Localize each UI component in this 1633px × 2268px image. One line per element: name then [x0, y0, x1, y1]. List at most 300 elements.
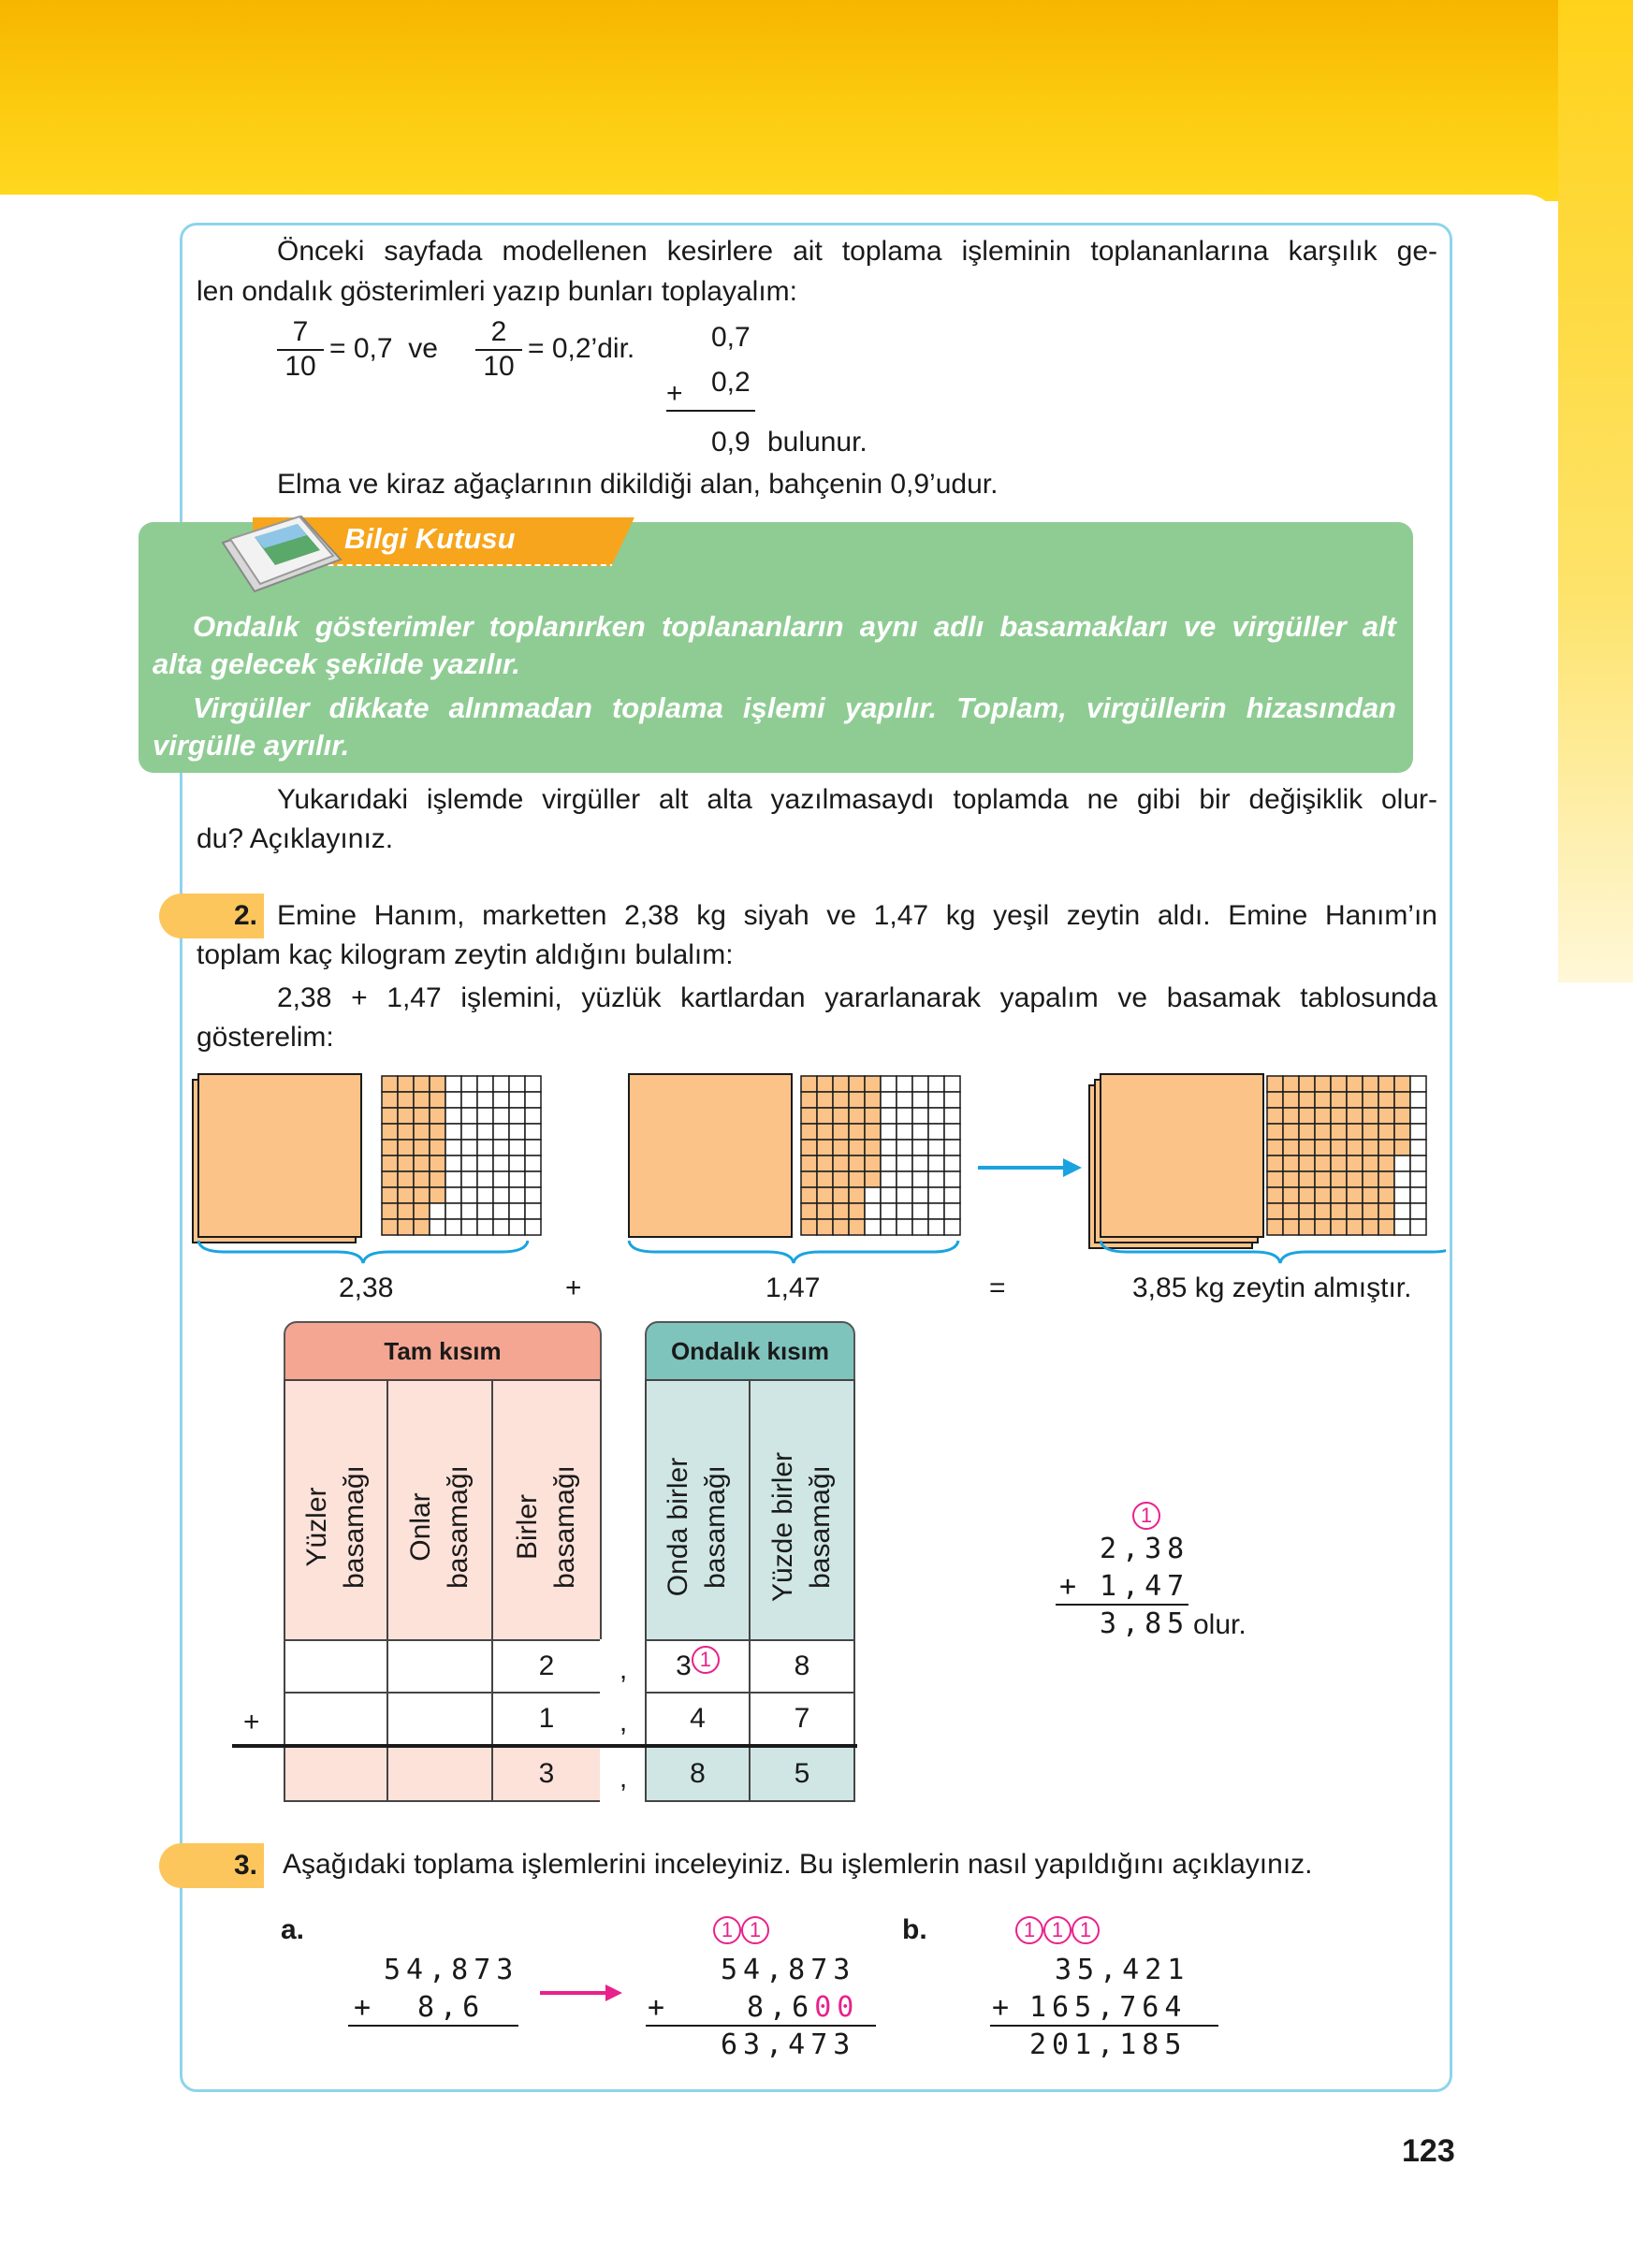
- a-right-line: [646, 2025, 876, 2027]
- hundredth-cell: [1347, 1156, 1363, 1171]
- hundredth-cell: [1315, 1187, 1331, 1203]
- hundredth-cell: [382, 1156, 398, 1171]
- hundredth-cell: [801, 1156, 817, 1171]
- hundredth-cell: [881, 1219, 897, 1235]
- hundredth-cell: [414, 1203, 430, 1219]
- fraction-2-10: [475, 318, 522, 381]
- hundredth-cell: [414, 1108, 430, 1124]
- hundredth-cell: [1299, 1219, 1315, 1235]
- hundredth-cell: [1394, 1219, 1410, 1235]
- hundredth-cell: [1331, 1076, 1347, 1092]
- hundredth-cell: [509, 1203, 525, 1219]
- table-comma: ,: [600, 1746, 647, 1802]
- hundredth-cell: [881, 1076, 897, 1092]
- hundredth-cell: [865, 1203, 881, 1219]
- hundredth-cell: [430, 1108, 445, 1124]
- hundredth-cell: [445, 1187, 461, 1203]
- hundredth-cell: [817, 1092, 833, 1108]
- side-sum-top: 2,38: [1100, 1533, 1190, 1565]
- side-sum-plus: +: [1059, 1570, 1083, 1603]
- book-icon: [217, 505, 348, 599]
- table-comma: ,: [600, 1639, 647, 1694]
- hundredth-cell: [1315, 1108, 1331, 1124]
- table-cell: [386, 1746, 493, 1802]
- page-number: 123: [1402, 2133, 1455, 2169]
- addition-bottom: 0,2: [711, 367, 751, 398]
- hundredth-cell: [1283, 1124, 1299, 1140]
- hundredth-cell: [509, 1171, 525, 1187]
- hundredth-cell: [430, 1076, 445, 1092]
- hundredth-cell: [525, 1092, 541, 1108]
- hundredth-cell: [1299, 1203, 1315, 1219]
- hundredth-cell: [881, 1092, 897, 1108]
- hundredth-cell: [461, 1108, 477, 1124]
- hundredth-cell: [1283, 1076, 1299, 1092]
- hundredth-cell: [833, 1219, 849, 1235]
- hundredth-cell: [801, 1076, 817, 1092]
- question-line-1: Yukarıdaki işlemde virgüller alt alta yazılmasaydı toplamda ne gibi bir değişiklik olur-: [277, 784, 1437, 815]
- hundredth-cell: [912, 1076, 928, 1092]
- hundredth-cell: [398, 1219, 414, 1235]
- hundredth-cell: [1410, 1124, 1426, 1140]
- hundredth-cell: [1410, 1171, 1426, 1187]
- intro-line-2: len ondalık gösterimleri yazıp bunları toplayalım:: [197, 276, 797, 307]
- hundredth-cell: [833, 1124, 849, 1140]
- info-p2-line1: Virgüller dikkate alınmadan toplama işlemi yapılır. Toplam, virgüllerin hizasından: [193, 691, 1396, 724]
- hundredth-cell: [897, 1171, 912, 1187]
- hundredth-cell: [382, 1124, 398, 1140]
- hundredth-cell: [414, 1219, 430, 1235]
- hundredth-cell: [493, 1171, 509, 1187]
- hundredth-cell: [461, 1219, 477, 1235]
- hundredth-cell: [509, 1140, 525, 1156]
- side-sum-result: 3,85: [1100, 1607, 1190, 1640]
- carry-digit: 1: [1072, 1916, 1100, 1944]
- hundredth-cell: [382, 1219, 398, 1235]
- hundredth-cell: [493, 1108, 509, 1124]
- hundredth-cell: [398, 1203, 414, 1219]
- table-cell: [386, 1692, 493, 1746]
- a-left-line: [348, 2025, 518, 2027]
- hundredth-cell: [509, 1124, 525, 1140]
- whole-card: [629, 1074, 792, 1237]
- hundredth-cell: [1299, 1092, 1315, 1108]
- hundredth-cell: [477, 1124, 493, 1140]
- hundredth-cell: [461, 1203, 477, 1219]
- hundredth-cell: [1315, 1076, 1331, 1092]
- hundredth-cell: [833, 1140, 849, 1156]
- hundredth-cell: [833, 1187, 849, 1203]
- table-comma: ,: [600, 1692, 647, 1746]
- hundredth-cell: [1347, 1124, 1363, 1140]
- hundredth-cell: [881, 1187, 897, 1203]
- hundredth-cell: [912, 1219, 928, 1235]
- hundredth-cell: [1363, 1203, 1378, 1219]
- hundredth-cell: [881, 1203, 897, 1219]
- hundredth-cell: [897, 1203, 912, 1219]
- fraction-2-equals: = 0,2’dir.: [528, 333, 635, 364]
- hundredth-cell: [1363, 1187, 1378, 1203]
- tenths-label: Onda birler basamağı: [663, 1457, 731, 1597]
- hundredth-cell: [398, 1092, 414, 1108]
- hundredth-cell: [1267, 1219, 1283, 1235]
- hundredth-cell: [1331, 1092, 1347, 1108]
- hundredth-cell: [801, 1219, 817, 1235]
- hundredth-cell: [1299, 1156, 1315, 1171]
- hundredth-cell: [801, 1124, 817, 1140]
- b-bottom: 165,764: [1029, 1991, 1188, 2024]
- table-cell: 5: [749, 1746, 855, 1802]
- hundredth-cell: [477, 1092, 493, 1108]
- brace-icon: [198, 1241, 528, 1263]
- model-result: 3,85 kg zeytin almıştır.: [1132, 1272, 1412, 1303]
- hundredth-cell: [1410, 1140, 1426, 1156]
- hundredth-cell: [928, 1203, 944, 1219]
- addition-line: [666, 410, 755, 412]
- hundredth-cell: [430, 1219, 445, 1235]
- hundredth-cell: [509, 1092, 525, 1108]
- hundredth-cell: [461, 1156, 477, 1171]
- hundredth-cell: [912, 1092, 928, 1108]
- hundredth-cell: [414, 1156, 430, 1171]
- hundredth-cell: [912, 1171, 928, 1187]
- hundredth-cell: [817, 1156, 833, 1171]
- problem-3-text: Aşağıdaki toplama işlemlerini inceleyiniz. Bu işlemlerin nasıl yapıldığını açıklayınız.: [283, 1849, 1313, 1880]
- hundredth-cell: [445, 1219, 461, 1235]
- hundredth-cell: [1267, 1076, 1283, 1092]
- hundredth-cell: [1267, 1187, 1283, 1203]
- hundredth-cell: [865, 1076, 881, 1092]
- carry-digit: 1: [713, 1916, 741, 1944]
- brace-icon: [629, 1241, 958, 1263]
- hundredth-cell: [833, 1203, 849, 1219]
- hundredth-cell: [1299, 1124, 1315, 1140]
- whole-card: [198, 1074, 361, 1237]
- hundredth-cell: [1347, 1219, 1363, 1235]
- problem-2-line-3: 2,38 + 1,47 işlemini, yüzlük kartlardan yararlanarak yapalım ve basamak tablosunda: [277, 982, 1437, 1013]
- hundredth-cell: [928, 1156, 944, 1171]
- hundredth-cell: [1267, 1140, 1283, 1156]
- hundreds-label: Yüzler basamağı: [301, 1465, 370, 1589]
- hundredth-cell: [1315, 1124, 1331, 1140]
- hundredth-cell: [801, 1203, 817, 1219]
- hundredth-cell: [1331, 1219, 1347, 1235]
- hundredth-cell: [944, 1171, 960, 1187]
- hundredth-cell: [1378, 1076, 1394, 1092]
- table-cell: 1: [491, 1692, 602, 1746]
- tens-label: Onlar basamağı: [405, 1465, 474, 1589]
- hundredth-cell: [509, 1219, 525, 1235]
- hundredth-cell: [1283, 1108, 1299, 1124]
- hundredth-cell: [430, 1171, 445, 1187]
- a-carries: [713, 1916, 769, 1944]
- hundredth-cell: [430, 1203, 445, 1219]
- hundredth-cell: [1410, 1203, 1426, 1219]
- hundredth-cell: [477, 1156, 493, 1171]
- hundredth-cell: [1363, 1171, 1378, 1187]
- a-left-bottom: 8,6: [417, 1991, 486, 2024]
- hundredth-cell: [445, 1092, 461, 1108]
- decimal-part-header: Ondalık kısım: [645, 1321, 855, 1381]
- hundredth-cell: [817, 1219, 833, 1235]
- hundredth-cell: [398, 1156, 414, 1171]
- hundredth-cell: [849, 1108, 865, 1124]
- hundredth-cell: [849, 1092, 865, 1108]
- hundredth-cell: [849, 1140, 865, 1156]
- hundredth-cell: [849, 1219, 865, 1235]
- table-cell: 4: [645, 1692, 751, 1746]
- hundredth-cell: [445, 1076, 461, 1092]
- carry-digit: 1: [692, 1646, 720, 1674]
- hundredth-cell: [477, 1187, 493, 1203]
- hundredth-cell: [382, 1092, 398, 1108]
- hundredth-cell: [1363, 1124, 1378, 1140]
- model-plus: +: [565, 1272, 582, 1303]
- hundredth-cell: [897, 1108, 912, 1124]
- hundredth-cell: [817, 1203, 833, 1219]
- hundredth-cell: [897, 1092, 912, 1108]
- hundredth-cell: [881, 1124, 897, 1140]
- hundredth-cell: [1267, 1108, 1283, 1124]
- hundredth-cell: [897, 1140, 912, 1156]
- hundredth-cell: [912, 1108, 928, 1124]
- side-sum-suffix: olur.: [1193, 1609, 1247, 1640]
- table-cell: 7: [749, 1692, 855, 1746]
- hundredth-cell: [1410, 1092, 1426, 1108]
- hundredth-cell: [1347, 1108, 1363, 1124]
- hundredth-cell: [1378, 1219, 1394, 1235]
- hundredth-cell: [1299, 1140, 1315, 1156]
- hundredth-cell: [849, 1124, 865, 1140]
- sum-line: [232, 1744, 857, 1748]
- hundredth-cell: [849, 1203, 865, 1219]
- hundredth-cell: [897, 1156, 912, 1171]
- hundredth-cell: [414, 1140, 430, 1156]
- hundredth-cell: [1283, 1219, 1299, 1235]
- hundredth-cell: [525, 1124, 541, 1140]
- b-line: [990, 2025, 1218, 2027]
- fraction-numerator: 7: [277, 318, 324, 351]
- hundredth-cell: [382, 1108, 398, 1124]
- hundredth-cell: [493, 1219, 509, 1235]
- hundredth-cell: [398, 1187, 414, 1203]
- hundredth-cell: [382, 1171, 398, 1187]
- b-result: 201,185: [1029, 2028, 1188, 2061]
- hundredth-cell: [1267, 1092, 1283, 1108]
- fraction-1-equals: = 0,7 ve: [329, 333, 438, 364]
- hundredth-cell: [493, 1156, 509, 1171]
- hundredth-cell: [414, 1076, 430, 1092]
- hundredths-label: Yüzde birler basamağı: [767, 1451, 836, 1603]
- hundredth-cell: [398, 1140, 414, 1156]
- hundredth-cell: [1331, 1140, 1347, 1156]
- hundredth-cell: [477, 1203, 493, 1219]
- info-p1-line2: alta gelecek şekilde yazılır.: [153, 647, 520, 680]
- hundredth-cell: [833, 1076, 849, 1092]
- hundredth-cell: [445, 1140, 461, 1156]
- hundredth-cell: [801, 1140, 817, 1156]
- model-label-2: 1,47: [765, 1272, 821, 1303]
- hundredth-cell: [912, 1124, 928, 1140]
- hundredth-cell: [1283, 1187, 1299, 1203]
- hundredth-cell: [461, 1187, 477, 1203]
- fraction-numerator: 2: [475, 318, 522, 351]
- fraction-denominator: 10: [483, 351, 515, 382]
- hundredth-cell: [477, 1140, 493, 1156]
- part-a-label: a.: [281, 1914, 305, 1945]
- hundredth-cell: [1331, 1171, 1347, 1187]
- hundredth-cell: [801, 1187, 817, 1203]
- hundredth-cell: [912, 1187, 928, 1203]
- hundredth-cell: [1363, 1156, 1378, 1171]
- hundredth-cell: [430, 1124, 445, 1140]
- hundredth-cell: [493, 1140, 509, 1156]
- hundredth-cell: [382, 1140, 398, 1156]
- whole-card: [1101, 1074, 1263, 1237]
- hundredth-cell: [833, 1156, 849, 1171]
- hundredth-cell: [944, 1187, 960, 1203]
- hundredth-cell: [414, 1092, 430, 1108]
- side-band: [1558, 0, 1633, 982]
- hundredth-cell: [1363, 1076, 1378, 1092]
- hundredth-cell: [445, 1124, 461, 1140]
- hundredth-cell: [414, 1187, 430, 1203]
- hundredth-cell: [398, 1108, 414, 1124]
- hundredth-cell: [928, 1171, 944, 1187]
- intro-conclusion: Elma ve kiraz ağaçlarının dikildiği alan, bahçenin 0,9’udur.: [277, 469, 999, 500]
- hundredth-cell: [1394, 1203, 1410, 1219]
- hundredth-cell: [1315, 1092, 1331, 1108]
- hundredth-cell: [461, 1171, 477, 1187]
- hundredth-cell: [382, 1187, 398, 1203]
- hundredth-cell: [1299, 1171, 1315, 1187]
- hundredth-cell: [1315, 1140, 1331, 1156]
- hundredth-cell: [1347, 1187, 1363, 1203]
- hundredth-cell: [1394, 1076, 1410, 1092]
- hundredth-cell: [1394, 1124, 1410, 1140]
- hundredth-cell: [817, 1140, 833, 1156]
- hundredth-cell: [525, 1171, 541, 1187]
- arrow-right-icon: [538, 1982, 624, 2004]
- problem-2-number: 2.: [234, 900, 258, 931]
- hundredth-cell: [865, 1219, 881, 1235]
- hundredth-cell: [912, 1203, 928, 1219]
- addition-result: 0,9: [711, 427, 751, 458]
- hundredth-cell: [1299, 1108, 1315, 1124]
- hundredth-cell: [477, 1171, 493, 1187]
- hundredth-cell: [382, 1076, 398, 1092]
- hundredth-cell: [928, 1124, 944, 1140]
- carry-digit: 1: [1015, 1916, 1043, 1944]
- hundredth-cell: [1267, 1171, 1283, 1187]
- hundredth-cell: [525, 1076, 541, 1092]
- hundredth-cell: [493, 1092, 509, 1108]
- hundredth-cell: [1378, 1108, 1394, 1124]
- problem-2-line-1: Emine Hanım, marketten 2,38 kg siyah ve 1,47 kg yeşil zeytin aldı. Emine Hanım’ın: [277, 900, 1437, 931]
- carry-digit: 1: [1043, 1916, 1072, 1944]
- side-sum-bottom: 1,47: [1100, 1570, 1190, 1603]
- hundredth-cell: [817, 1171, 833, 1187]
- hundredth-cell: [849, 1187, 865, 1203]
- hundredth-cell: [1378, 1203, 1394, 1219]
- hundredth-cell: [493, 1203, 509, 1219]
- hundredth-cell: [414, 1171, 430, 1187]
- hundredth-cell: [1410, 1156, 1426, 1171]
- hundredth-cell: [1315, 1219, 1331, 1235]
- hundredth-cell: [445, 1171, 461, 1187]
- hundredth-cell: [944, 1108, 960, 1124]
- table-cell: [645, 1639, 751, 1694]
- hundredth-cell: [509, 1076, 525, 1092]
- hundredth-cell: [1394, 1156, 1410, 1171]
- hundredth-cell: [1347, 1140, 1363, 1156]
- hundredth-cell: [1331, 1108, 1347, 1124]
- hundredth-cell: [1394, 1171, 1410, 1187]
- a-left-top: 54,873: [384, 1954, 519, 1986]
- question-line-2: du? Açıklayınız.: [197, 823, 394, 854]
- hundredth-cell: [944, 1203, 960, 1219]
- hundredth-cell: [833, 1108, 849, 1124]
- hundredth-cell: [1347, 1092, 1363, 1108]
- hundredth-cell: [944, 1140, 960, 1156]
- hundredth-cell: [897, 1124, 912, 1140]
- hundredth-cell: [1378, 1156, 1394, 1171]
- hundredth-cell: [833, 1171, 849, 1187]
- hundredth-cell: [1331, 1156, 1347, 1171]
- hundredth-cell: [430, 1187, 445, 1203]
- hundredth-cell: [1394, 1108, 1410, 1124]
- hundredth-cell: [1267, 1203, 1283, 1219]
- hundredth-cell: [1283, 1156, 1299, 1171]
- hundredth-cell: [525, 1156, 541, 1171]
- hundredth-cell: [509, 1187, 525, 1203]
- hundredth-cell: [1363, 1219, 1378, 1235]
- hundredth-cell: [1331, 1124, 1347, 1140]
- a-right-result: 63,473: [721, 2028, 856, 2061]
- hundredth-cell: [928, 1108, 944, 1124]
- hundredth-cell: [928, 1187, 944, 1203]
- hundredth-cell: [525, 1203, 541, 1219]
- hundredth-cell: [865, 1140, 881, 1156]
- a-right-top: 54,873: [721, 1954, 856, 1986]
- hundredth-cell: [817, 1076, 833, 1092]
- hundredth-cell: [509, 1156, 525, 1171]
- table-cell: [284, 1746, 388, 1802]
- hundredth-cell: [1331, 1187, 1347, 1203]
- table-cell: 3: [491, 1746, 602, 1802]
- hundredth-cell: [398, 1171, 414, 1187]
- hundredth-cell: [445, 1156, 461, 1171]
- table-cell: [386, 1639, 493, 1694]
- a-right-bottom: 8,600: [747, 1991, 860, 2024]
- hundredth-cell: [445, 1108, 461, 1124]
- hundredth-cell: [944, 1076, 960, 1092]
- hundredth-cell: [944, 1219, 960, 1235]
- hundredth-cell: [1267, 1124, 1283, 1140]
- hundredth-cell: [928, 1140, 944, 1156]
- hundredth-cell: [1410, 1219, 1426, 1235]
- addition-plus: +: [666, 378, 683, 409]
- hundredth-cell: [881, 1140, 897, 1156]
- problem-2-line-4: gösterelim:: [197, 1022, 334, 1053]
- hundredth-cell: [1378, 1124, 1394, 1140]
- hundredths-model: [187, 1065, 1446, 1266]
- hundredth-cell: [849, 1076, 865, 1092]
- header-band: [0, 0, 1633, 201]
- hundredth-cell: [1331, 1203, 1347, 1219]
- hundredth-cell: [865, 1171, 881, 1187]
- hundredth-cell: [928, 1076, 944, 1092]
